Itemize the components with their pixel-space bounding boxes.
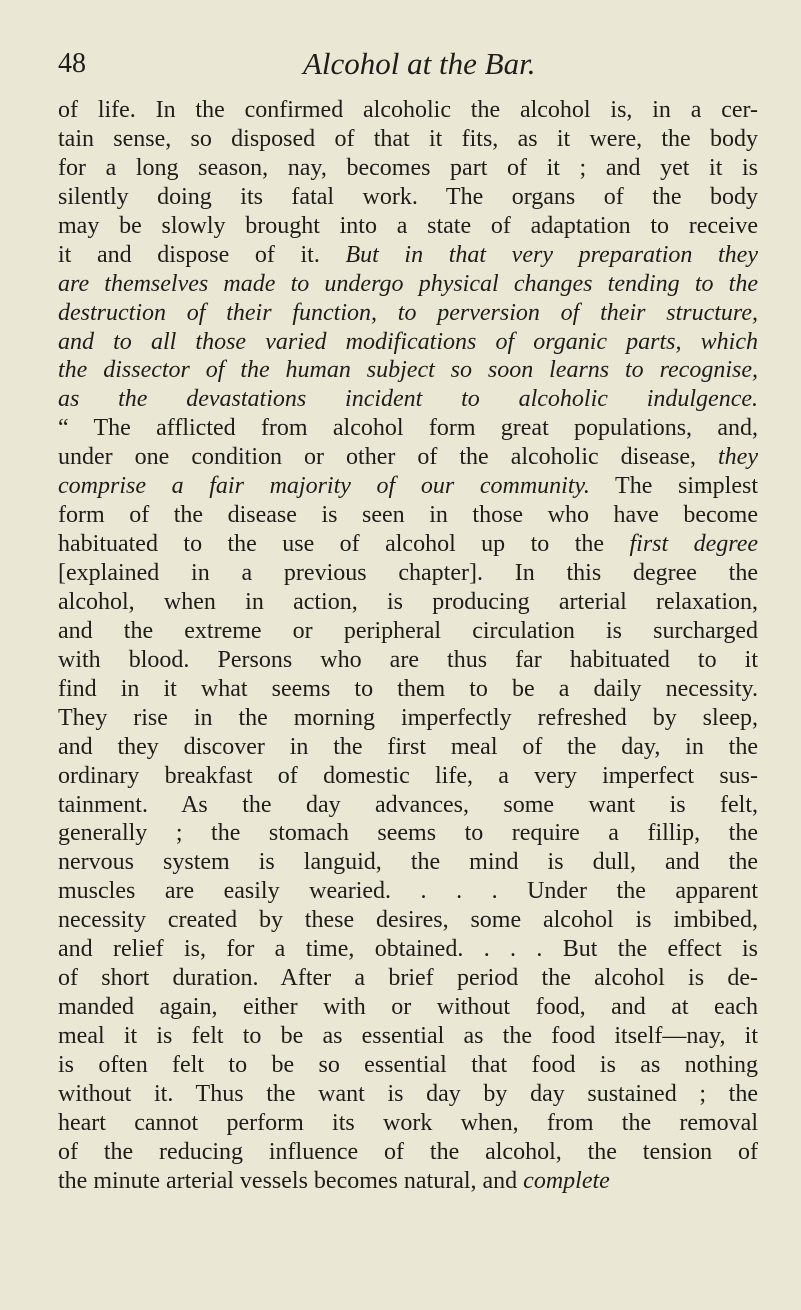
text-line: [58, 356, 758, 385]
text-line: [58, 96, 758, 125]
text-line: [58, 1167, 758, 1196]
text-segment: nervous system is languid, the mind is dull, and the: [58, 849, 758, 876]
text-segment: for a long season, nay, becomes part of it ; and yet it is: [58, 154, 758, 181]
text-line: [58, 385, 758, 414]
running-title: Alcohol at the Bar.: [303, 46, 536, 81]
text-segment: and the extreme or peripheral circulation is surcharged: [58, 617, 758, 644]
text-line: [58, 1109, 758, 1138]
italic-text: But in that very preparation they: [345, 241, 758, 268]
text-line: [58, 791, 758, 820]
text-segment: find in it what seems to them to be a daily necessity.: [58, 675, 758, 702]
text-line: [58, 501, 758, 530]
text-line: [58, 414, 758, 443]
text-line: [58, 993, 758, 1022]
text-segment: and they discover in the first meal of the day, in the: [58, 733, 758, 760]
italic-text: first degree: [629, 531, 759, 558]
text-line: [58, 1051, 758, 1080]
text-segment: alcohol, when in action, is producing arterial relaxation,: [58, 588, 758, 615]
text-segment: is often felt to be so essential that food is as nothing: [58, 1051, 758, 1078]
text-segment: and relief is, for a time, obtained. . . . But the effect is: [58, 936, 758, 963]
page-header: [58, 44, 758, 88]
text-segment: [explained in a previous chapter]. In this degree the: [58, 560, 758, 586]
italic-text: as the devastations incident to alcoholic indulgence.: [58, 386, 758, 413]
text-segment: ordinary breakfast of domestic life, a very imperfect sus-: [58, 762, 758, 789]
text-line: [58, 1022, 758, 1051]
italic-text: destruction of their function, to perversion of their structure,: [58, 299, 758, 326]
italic-text: are themselves made to undergo physical changes tending to the: [58, 270, 758, 297]
text-line: [58, 848, 758, 877]
text-segment: under one condition or other of the alcoholic disease,: [58, 444, 719, 471]
text-line: [58, 1138, 758, 1167]
text-line: [58, 270, 758, 299]
text-line: [58, 819, 758, 848]
text-segment: generally ; the stomach seems to require a fillip, the: [58, 820, 758, 847]
body-text: [58, 96, 758, 1196]
text-segment: without it. Thus the want is day by day sustained ; the: [58, 1080, 758, 1107]
text-line: [58, 617, 758, 646]
text-line: [58, 906, 758, 935]
text-line: [58, 1080, 758, 1109]
text-line: [58, 328, 758, 357]
text-line: [58, 530, 758, 559]
text-line: [58, 472, 758, 501]
page-number: 48: [58, 48, 86, 79]
text-segment: it and dispose of it.: [58, 241, 346, 268]
text-segment: habituated to the use of alcohol up to the: [58, 531, 630, 558]
text-segment: the minute arterial vessels becomes natural, and: [58, 1167, 524, 1194]
text-line: [58, 443, 758, 472]
text-segment: “ The afflicted from alcohol form great populations, and,: [58, 415, 758, 442]
italic-text: complete: [523, 1167, 610, 1194]
text-segment: tain sense, so disposed of that it fits, as it were, the body: [58, 125, 758, 152]
text-segment: necessity created by these desires, some alcohol is imbibed,: [58, 907, 758, 934]
text-line: [58, 183, 758, 212]
text-segment: of the reducing influence of the alcohol, the tension of: [58, 1138, 758, 1165]
text-line: [58, 675, 758, 704]
text-segment: silently doing its fatal work. The organs of the body: [58, 183, 758, 210]
text-line: [58, 559, 758, 588]
text-line: [58, 154, 758, 183]
text-line: [58, 241, 758, 270]
text-line: [58, 704, 758, 733]
text-line: [58, 299, 758, 328]
text-segment: muscles are easily wearied. . . . Under the apparent: [58, 878, 758, 905]
text-segment: The simplest: [589, 473, 758, 500]
italic-text: they: [718, 444, 758, 471]
text-segment: They rise in the morning imperfectly refreshed by sleep,: [58, 704, 758, 731]
text-segment: tainment. As the day advances, some want is felt,: [58, 791, 758, 818]
text-segment: meal it is felt to be as essential as the food itself—nay, it: [58, 1023, 758, 1049]
text-segment: may be slowly brought into a state of adaptation to receive: [58, 212, 758, 239]
text-line: [58, 212, 758, 241]
text-segment: manded again, either with or without food, and at each: [58, 994, 758, 1021]
italic-text: comprise a fair majority of our community.: [58, 473, 590, 500]
text-line: [58, 733, 758, 762]
italic-text: and to all those varied modifications of organic parts, which: [58, 328, 758, 355]
text-line: [58, 935, 758, 964]
text-segment: form of the disease is seen in those who have become: [58, 502, 758, 529]
text-segment: with blood. Persons who are thus far habituated to it: [58, 646, 758, 673]
text-line: [58, 646, 758, 675]
text-line: [58, 125, 758, 154]
text-segment: of short duration. After a brief period the alcohol is de-: [58, 965, 758, 992]
text-line: [58, 964, 758, 993]
text-line: [58, 877, 758, 906]
text-line: [58, 762, 758, 791]
text-segment: heart cannot perform its work when, from the removal: [58, 1109, 758, 1136]
italic-text: the dissector of the human subject so soon learns to recognise,: [58, 357, 758, 384]
text-line: [58, 588, 758, 617]
text-segment: of life. In the confirmed alcoholic the alcohol is, in a cer-: [58, 97, 758, 123]
